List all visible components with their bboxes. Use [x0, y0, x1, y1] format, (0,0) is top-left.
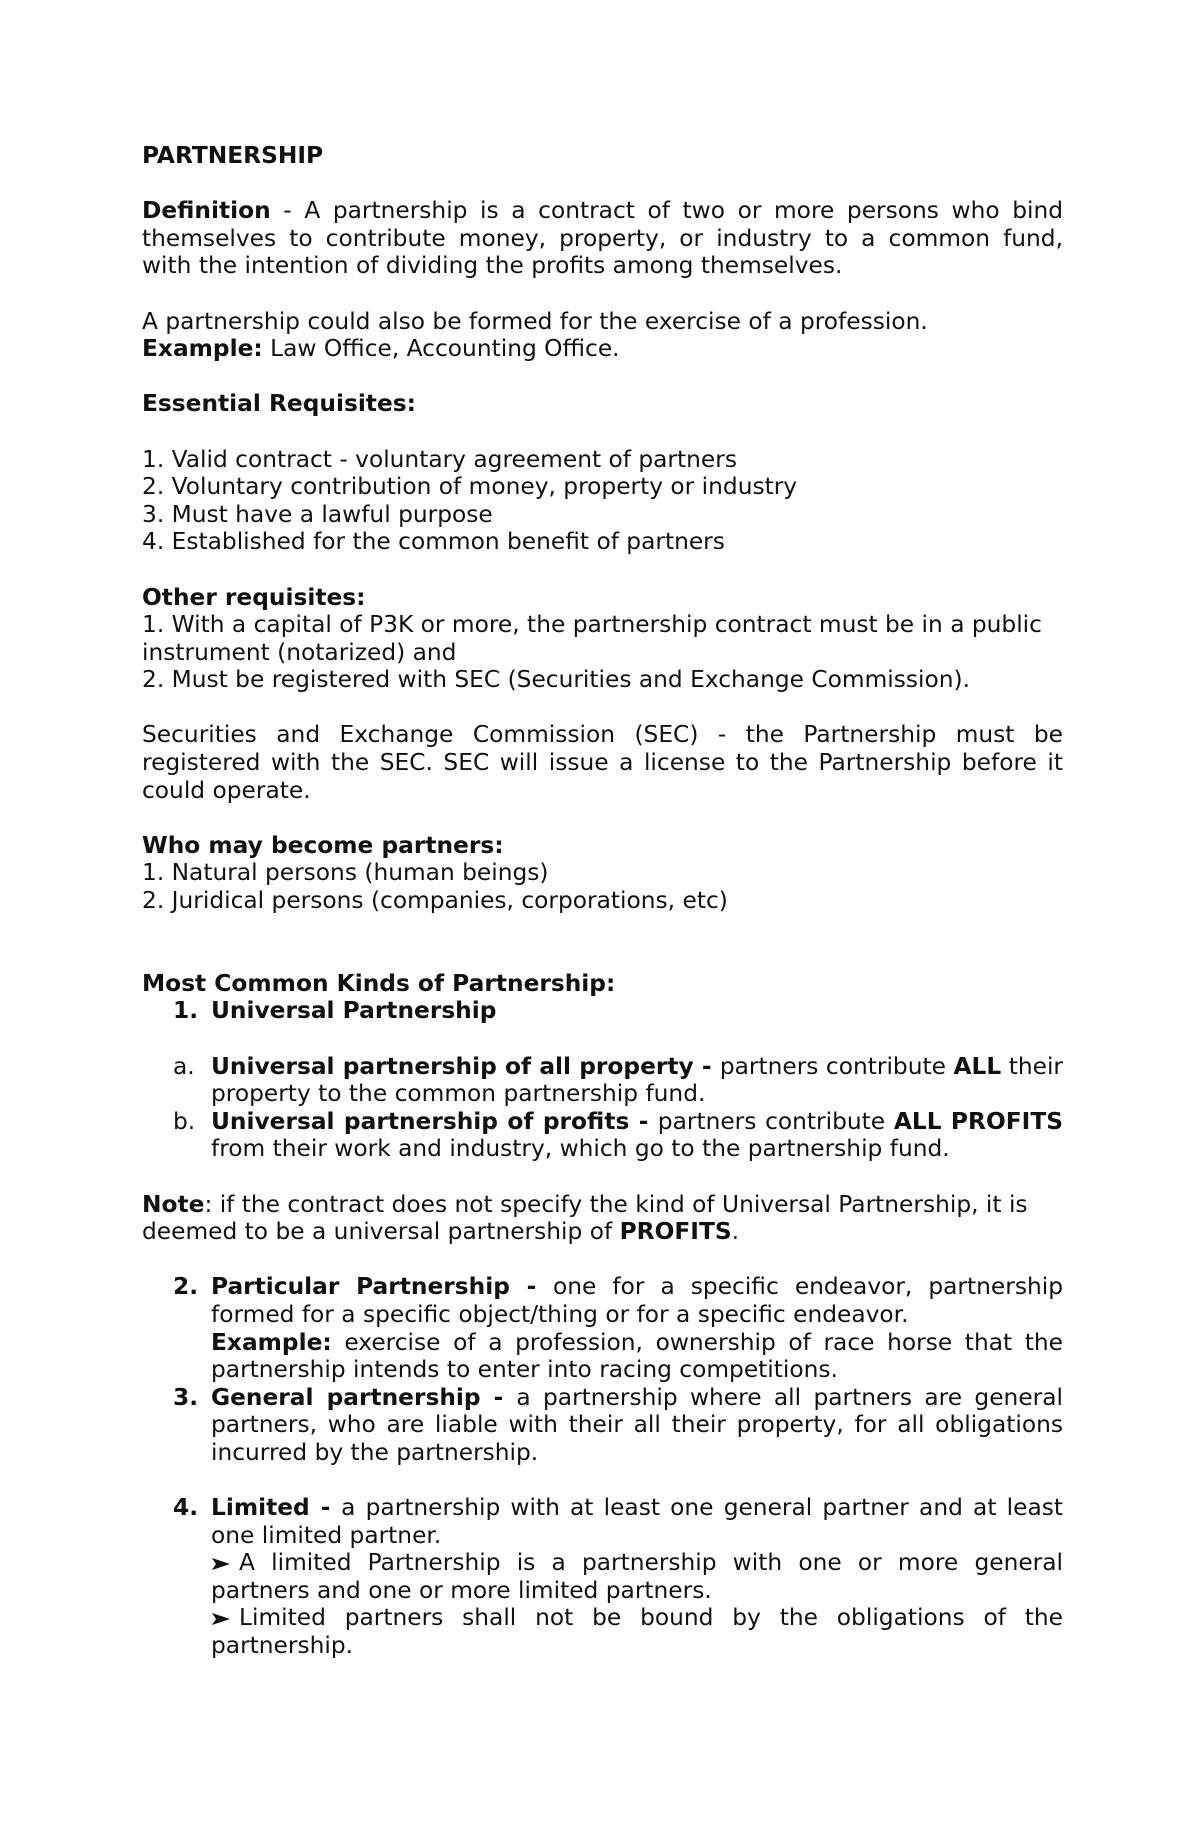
essential-item: 4. Established for the common benefit of partners [142, 528, 725, 556]
who-item: 1. Natural persons (human beings) [142, 859, 549, 887]
sub-a-label: Universal partnership of all property [211, 1052, 694, 1080]
page-title: PARTNERSHIP [142, 142, 324, 169]
kind-universal [142, 997, 1063, 1025]
kind-marker: 4. [173, 1494, 199, 1522]
profession-text: A partnership could also be formed for the exercise of a profession. [142, 307, 928, 335]
note-label: Note [142, 1190, 205, 1218]
who-heading: Who may become partners: [142, 831, 504, 859]
kind-marker: 2. [173, 1273, 199, 1301]
kind-general-label: General partnership [211, 1383, 481, 1411]
kind-universal-label: Universal Partnership [211, 997, 497, 1025]
kind-general: 3. General partnership - a partnership where all partners are general partners, who are liable with their all their property, for all obligations incurred by the partnership. [173, 1383, 1063, 1466]
definition-paragraph [142, 197, 1063, 280]
universal-sub-b: b. Universal partnership of profits - partners contribute ALL PROFITS from their work and industry, which go to the partnership fund. [173, 1107, 1064, 1163]
sub-b-label: Universal partnership of profits [211, 1107, 630, 1135]
arrow-bullet-icon [211, 1604, 233, 1632]
definition-label: Definition [142, 197, 271, 225]
other-heading: Other requisites: [142, 583, 366, 611]
profession-example [142, 335, 1063, 363]
definition-text: A partnership is a contract of two or more persons who bind themselves to contribute money, property, or industry to a common fund, with the intention of dividing the profits among themselves. [142, 197, 1064, 280]
essential-heading: Essential Requisites: [142, 390, 416, 418]
kind-marker: 1. [173, 997, 199, 1025]
kind-particular: 2. Particular Partnership - one for a specific endeavor, partnership formed for a specific object/thing or for a specific endeavor. Example: exercise of a profession, ownership of race horse that the partnership intends to enter into racing competitions. [173, 1273, 1063, 1384]
universal-sub-a: a. Universal partnership of all property - partners contribute ALL their property to the common partnership fund. [173, 1052, 1063, 1108]
sub-marker: b. [173, 1107, 196, 1135]
document-body [142, 142, 1063, 1660]
definition-dash: - [270, 197, 305, 225]
kind-particular-label: Particular Partnership [211, 1273, 510, 1301]
limited-bullet: A limited Partnership is a partnership with one or more general partners and one or more limited partners. [211, 1549, 1063, 1604]
essential-item: 2. Voluntary contribution of money, property or industry [142, 473, 798, 501]
kind-marker: 3. [173, 1383, 199, 1411]
kind-limited: 4. Limited - a partnership with at least one general partner and at least one limited partner. A limited Partnership is a partnership with one or more general partners and one or more limited partners. Limited partners shall not be bound by the obligations of the partnership. [173, 1494, 1064, 1660]
essential-item: 1. Valid contract - voluntary agreement of partners [142, 445, 737, 473]
particular-example-label: Example: [211, 1328, 332, 1356]
other-item: 1. With a capital of P3K or more, the partnership contract must be in a public instrument (notarized) and [142, 611, 1042, 666]
kinds-heading: Most Common Kinds of Partnership: [142, 969, 616, 997]
profession-example-text: Law Office, Accounting Office. [262, 335, 620, 363]
note-paragraph: Note: if the contract does not specify the kind of Universal Partnership, it is deemed to be a universal partnership of PROFITS. [142, 1190, 1028, 1246]
essential-item: 3. Must have a lawful purpose [142, 500, 493, 528]
limited-bullet: Limited partners shall not be bound by the obligations of the partnership. [211, 1604, 1063, 1660]
who-item: 2. Juridical persons (companies, corporations, etc) [142, 887, 728, 915]
sub-marker: a. [173, 1052, 195, 1080]
sec-paragraph: Securities and Exchange Commission (SEC) - the Partnership must be registered with the SEC. SEC will issue a license to the Partnership before it could operate. [142, 721, 1063, 804]
kind-limited-label: Limited [211, 1494, 310, 1522]
arrow-bullet-icon [211, 1549, 233, 1577]
other-item: 2. Must be registered with SEC (Securities and Exchange Commission). [142, 666, 971, 694]
profession-example-label: Example: [142, 335, 263, 363]
